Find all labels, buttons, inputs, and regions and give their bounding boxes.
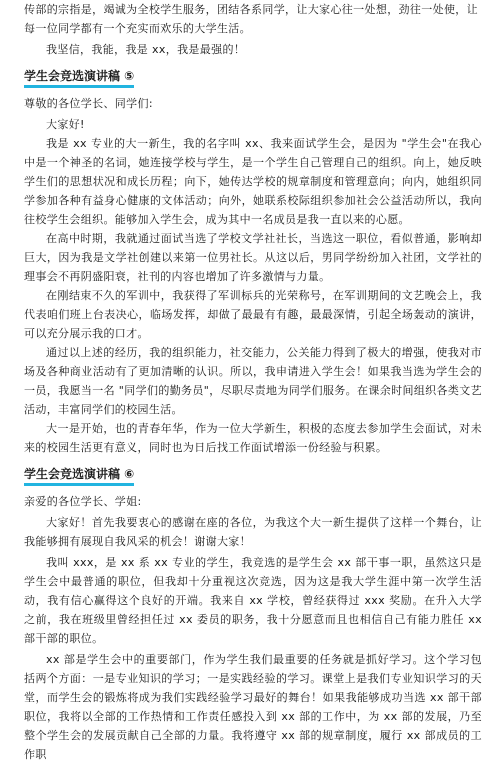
speech-5-paragraph: 我是 xx 专业的大一新生，我的名字叫 xx、我来面试学生会，是因为 "学生会"在我心中是一个神圣的名词，她连接学校与学生，是一个学生自己管理自己的组织。向上，她反映学生们的思想状况和成长历程；向下，她传达学校的规章制度和管理意向；向内，她组织同学参加各种有益身心健康的文体活动；向外，她联系校际组织参加社会公益活动所以，我向往校学生会组织。能够加入学生会，成为其中一名成员是我一直以来的心愿。 — [24, 137, 482, 226]
speech-5-greeting: 大家好! — [46, 118, 85, 131]
closing-line: 我坚信，我能，我是 xx，我是最强的！ — [46, 43, 246, 56]
speech-6-paragraph: 我叫 xxx，是 xx 系 xx 专业的学生，我竞选的是学生会 xx 部干事一职，虽然这只是学生会中最普通的职位，但我却十分重视这次竞选，因为这是我大学生涯中第一次学生活动，我有信心赢得这个良好的开端。我来自 xx 学校，曾经获得过 xxx 奖励。在升入大学之前，我在班级里曾经担任过 xx 委员的职务，我十分愿意而且也相信自己有能力胜任 xx 部干部的职位。 — [24, 556, 482, 645]
speech-5-title: 学生会竞选演讲稿 ⑤ — [24, 68, 134, 88]
speech-6-salutation: 亲爱的各位学长、学姐: — [24, 495, 142, 508]
speech-6-paragraph: xx 部是学生会中的重要部门，作为学生我们最重要的任务就是抓好学习。这个学习包括两个方面：一是专业知识的学习；一是实践经验的学习。课堂上是我们专业知识学习的天堂，而学生会的锻炼将成为我们实践经验学习最好的舞台！如果我能够成功当选 xx 部干部职位，我将以全部的工作热情和工作责任感投入到 xx 部的工作中，为 xx 部的发展，乃至整个学生会的发展贡献自己全部的力量。我将遵守 xx 部的规章制度，履行 xx 部成员的工作职 — [24, 653, 482, 761]
speech-5-paragraph: 大一是开始，也的青春年华，作为一位大学新生，积极的态度去参加学生会面试，对未来的校园生活更有意义，同时也为日后找工作面试增添一份经验与积累。 — [24, 422, 482, 454]
speech-5-paragraph: 在刚结束不久的军训中，我获得了军训标兵的光荣称号，在军训期间的文艺晚会上，我代表咱们班上台表决心，临场发挥，却做了最最有有趣，最最深情，引起全场轰动的演讲，可以充分展示我的口才。 — [24, 289, 482, 340]
speech-6-title: 学生会竞选演讲稿 ⑥ — [24, 466, 134, 486]
speech-5-salutation: 尊敬的各位学长、同学们: — [24, 97, 153, 110]
speech-5-paragraph: 在高中时期，我就通过面试当选了学校文学社社长，当选这一职位，看似普通，影响却巨大，因为我是文学社创建以来第一位男社长。从这以后，男同学纷纷加入社团，文学社的理事会不再阴盛阳衰，社刊的内容也增加了许多激情与力量。 — [24, 232, 482, 283]
intro-line: 每一位同学都有一个充实而欢乐的大学生活。 — [24, 22, 251, 35]
intro-line: 传部的宗指是，竭诚为全校学生服务，团结各系同学，让大家心往一处想，劲往一处使，让 — [24, 3, 478, 16]
speech-5-paragraph: 通过以上述的经历，我的组织能力，社交能力，公关能力得到了极大的增强，使我对市场及各种商业活动有了更加清晰的认识。所以，我申请进入学生会！如果我当选为学生会的一员，我愿当一名 "同学们的勤务员"，尽职尽责地为同学们服务。在课余时间组织各类文艺活动，丰富同学们的校园生活。 — [24, 346, 482, 416]
speech-6-paragraph: 大家好！首先我要衷心的感谢在座的各位，为我这个大一新生提供了这样一个舞台，让我能够拥有展现自我风采的机会！谢谢大家！ — [24, 516, 482, 548]
